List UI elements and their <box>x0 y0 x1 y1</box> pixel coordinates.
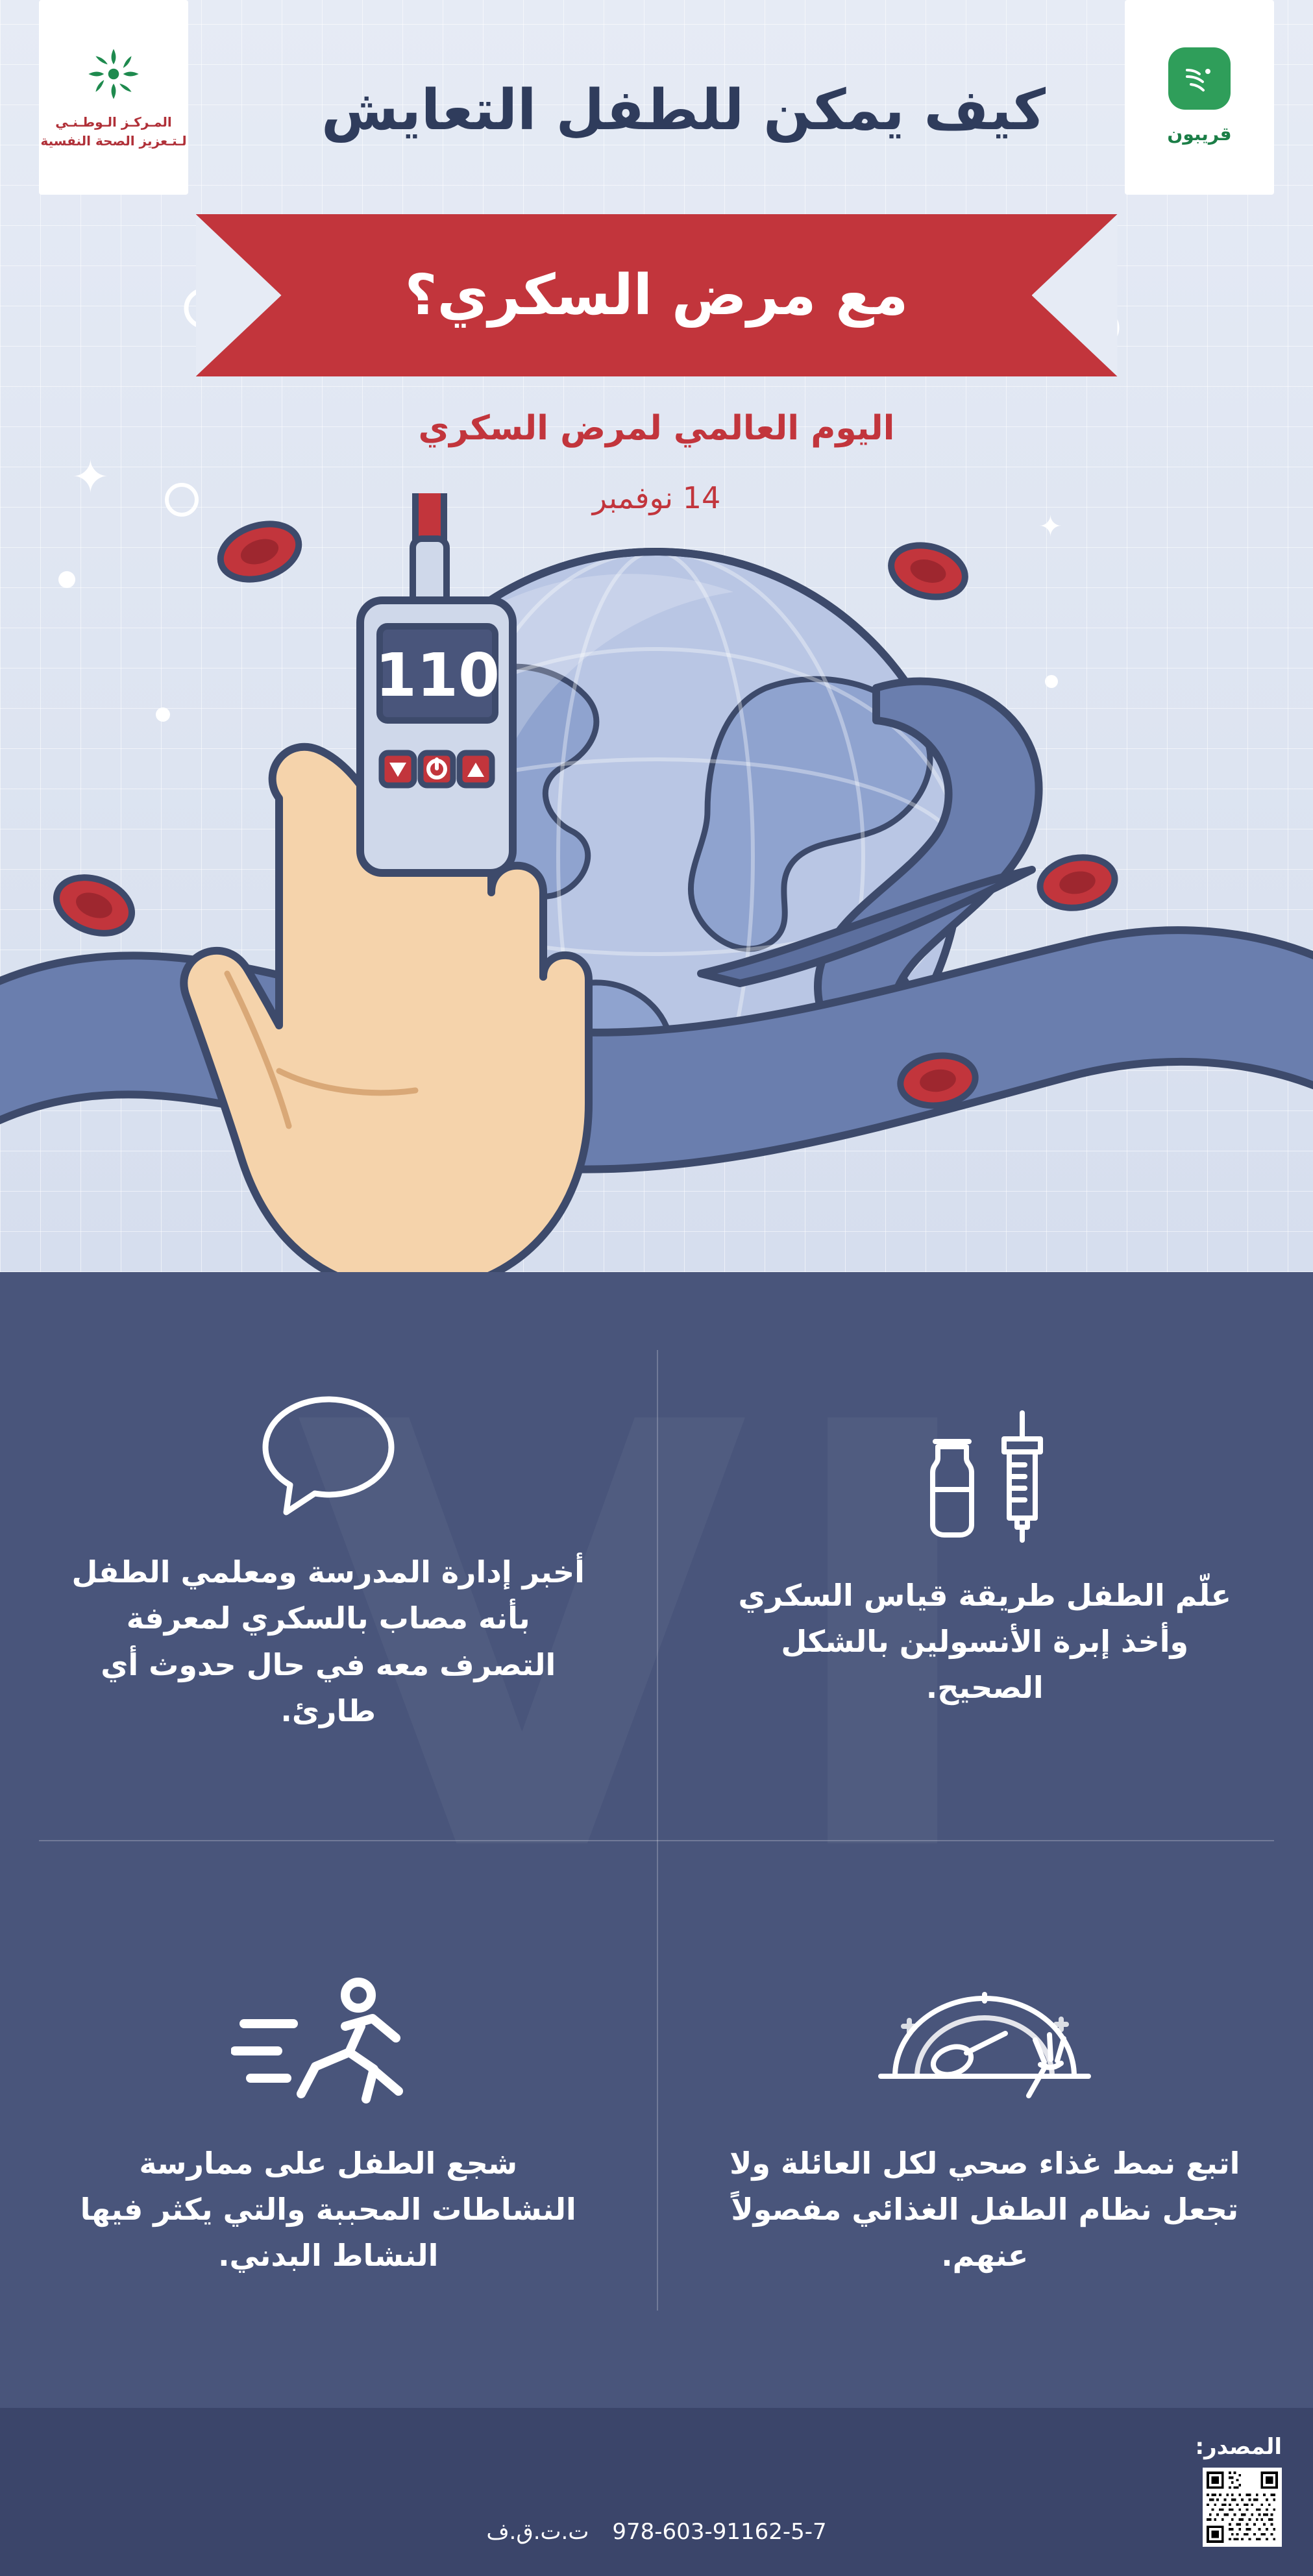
isbn-number: 978-603-91162-5-7 <box>612 2519 827 2545</box>
header-section <box>0 0 1313 1272</box>
subtitle-world-diabetes-day: اليوم العالمي لمرض السكري <box>418 409 895 448</box>
page-title-line2: مع مرض السكري؟ <box>404 263 909 328</box>
running-person-icon <box>231 1969 426 2118</box>
title-ribbon <box>196 214 1118 376</box>
insulin-syringe-vial-icon <box>913 1401 1056 1551</box>
qareeboon-logo <box>1125 0 1274 195</box>
glucometer-reading: 110 <box>374 641 500 710</box>
subtitle-date: 14 نوفمبر <box>592 480 721 515</box>
tip-text: شجع الطفل على ممارسة النشاطات المحببة والتي يكثر فيها النشاط البدني. <box>80 2145 576 2274</box>
tip-card-physical-activity <box>0 1840 657 2408</box>
tips-grid <box>0 1272 1313 2408</box>
mental-health-center-icon <box>84 44 143 104</box>
sparkle-decoration: ✦ <box>1038 510 1062 543</box>
footer <box>0 2408 1313 2576</box>
sparkle-decoration: ✦ <box>71 450 110 504</box>
healthy-meal-plate-icon <box>855 1969 1114 2118</box>
tip-text: علّم الطفل طريقة قياس السكري وأخذ إبرة الأنسولين بالشكل الصحيح. <box>738 1577 1232 1706</box>
qareeboon-mark-icon <box>1168 47 1231 110</box>
glucometer-device <box>360 493 513 873</box>
tips-section <box>0 1272 1313 2408</box>
tip-text: أخبر إدارة المدرسة ومعلمي الطفل بأنه مصاب بالسكري لمعرفة التصرف معه في حال حدوث أي طارئ. <box>71 1554 585 1728</box>
tip-card-healthy-food <box>657 1840 1313 2408</box>
tip-text: اتبع نمط غذاء صحي لكل العائلة ولا تجعل نظام الطفل الغذائي مفصولاً عنهم. <box>730 2145 1240 2274</box>
national-center-logo-caption: المـركـز الـوطـنـي لـتـعزيز الصحة النفسية <box>40 114 187 149</box>
footer-meta <box>0 2519 1313 2545</box>
speech-bubble-icon <box>254 1378 403 1527</box>
tip-card-school <box>0 1272 657 1840</box>
qareeboon-glyph-icon <box>1179 58 1220 99</box>
source-label: المصدر: <box>1195 2434 1282 2460</box>
hand-glucometer-globe-illustration <box>0 493 1313 1272</box>
tip-card-insulin <box>657 1272 1313 1840</box>
qareeboon-logo-caption: قريبون <box>1167 123 1232 145</box>
national-center-logo <box>39 0 188 195</box>
page-title-line1: كيف يمكن للطفل التعايش <box>321 78 1046 143</box>
publisher-code: ت.ت.ق.ف <box>486 2519 589 2545</box>
